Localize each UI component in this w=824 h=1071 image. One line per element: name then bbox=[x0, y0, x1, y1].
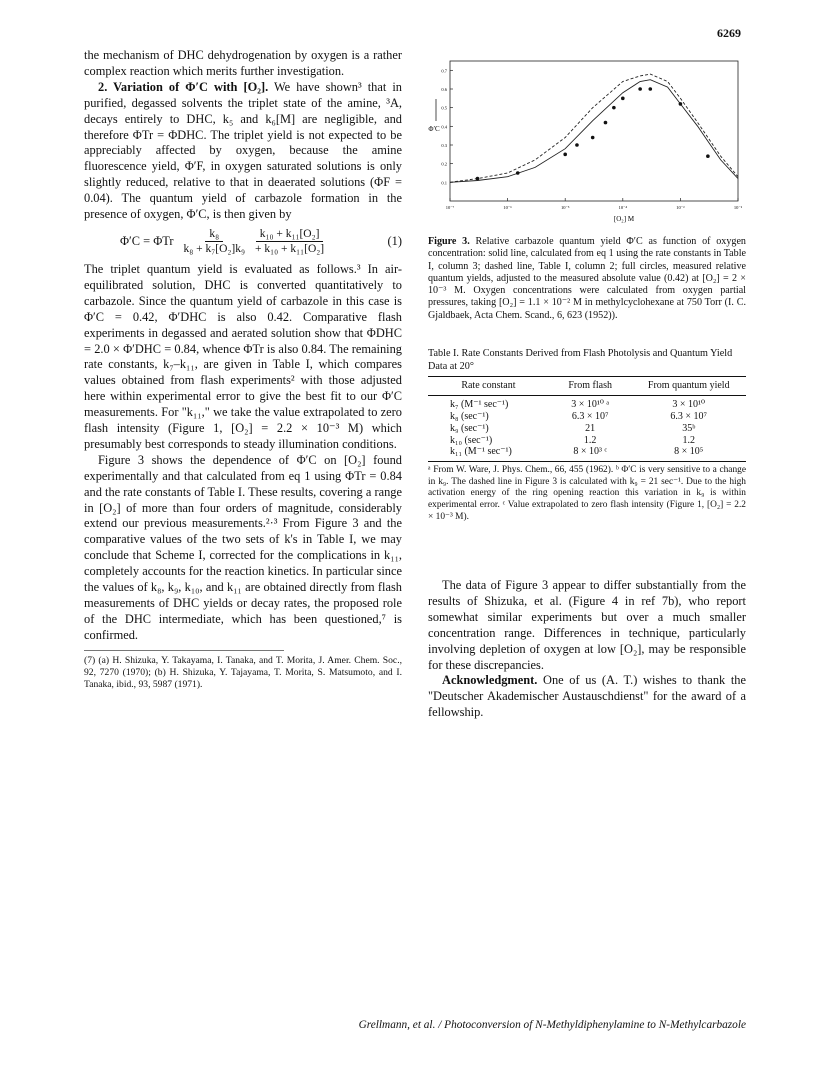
data-point bbox=[638, 87, 642, 91]
left-column bbox=[84, 48, 402, 691]
acknowledgment-text: One of us (A. T.) wishes to thank the "Deutscher Akademischer Austauschdienst" for the award of a fellowship. bbox=[428, 673, 746, 720]
table-cell: 8 × 10⁵ bbox=[632, 446, 747, 461]
table-cell: 3 × 10¹⁰ bbox=[672, 399, 706, 411]
table-cell: 8 × 10³ ᶜ bbox=[549, 446, 632, 461]
figure-caption bbox=[428, 236, 746, 322]
table-cell: k₈ (sec⁻¹) bbox=[450, 410, 489, 422]
table-cell: 6.3 × 10⁷ bbox=[670, 410, 708, 422]
table-cell: 6.3 × 10⁷ bbox=[571, 410, 609, 422]
table-cell: 35ᵇ bbox=[682, 422, 696, 434]
table-cell: 1.2 bbox=[583, 434, 597, 446]
data-point bbox=[648, 87, 652, 91]
equation-1 bbox=[84, 227, 402, 256]
table-title: Table I. Rate Constants Derived from Flash Photolysis and Quantum Yield Data at 20° bbox=[428, 348, 733, 372]
equation-fraction bbox=[184, 227, 246, 256]
table-row bbox=[428, 396, 746, 411]
chart-points bbox=[476, 87, 710, 180]
table-cell: k₉ (sec⁻¹) bbox=[450, 422, 489, 434]
page-number: 6269 bbox=[717, 26, 741, 40]
dashed-curve bbox=[450, 74, 738, 182]
y-tick-label: 0.1 bbox=[441, 180, 447, 186]
chart-ticks bbox=[428, 68, 742, 223]
table-row bbox=[428, 411, 746, 423]
paragraph: the mechanism of DHC dehydrogenation by oxygen is a rather complex reaction which merits further investigation. bbox=[84, 48, 402, 78]
data-point bbox=[612, 106, 616, 110]
data-point bbox=[563, 153, 567, 157]
x-axis-label: [O₂] M bbox=[613, 215, 635, 223]
x-tick-label: 10⁻⁷ bbox=[445, 205, 455, 210]
paragraph: The data of Figure 3 appear to differ substantially from the results of Shizuka, et al. (Figure 4 in ref 7b), who report somewhat similar experiments but over a much smaller concentration range. Differences in technique, particularly involving depletion of oxygen at low [O₂], may be responsible for these discrepancies. bbox=[428, 578, 746, 672]
table-cell: 21 bbox=[585, 422, 596, 434]
y-tick-label: 0.4 bbox=[441, 124, 447, 130]
equation-number: (1) bbox=[387, 233, 402, 248]
fraction-numerator: k₁₀ + k₁₁[O₂] bbox=[256, 227, 324, 242]
equation-fraction bbox=[255, 227, 324, 256]
paragraph-text: We have shown³ that in purified, degassed solvents the triplet state of the amine, ³A, decays entirely to DHC, k₅ and k₆[M] are negligible, and therefore ΦTr = ΦDHC. The triplet yield is not expected to be appreciably affected by oxygen, because the amine fluorescence yield, Φ′F, in oxygen saturated solutions is only slightly reduced, relative to that in deaerated solutions (ΦF = 0.04). The quantum yield of carbazole formation in the presence of oxygen, Φ′C, is then given by bbox=[84, 79, 402, 222]
acknowledgment-heading: Acknowledgment. bbox=[442, 673, 538, 688]
chart-axes bbox=[450, 61, 738, 201]
figure-3-chart bbox=[428, 55, 746, 235]
paragraph bbox=[428, 673, 746, 721]
x-tick-label: 10⁻⁶ bbox=[503, 205, 512, 210]
data-point bbox=[476, 177, 480, 181]
data-point bbox=[621, 97, 625, 101]
section-heading: 2. Variation of Φ′C with [O₂]. bbox=[98, 79, 269, 94]
data-point bbox=[591, 136, 595, 140]
table-1 bbox=[428, 348, 746, 523]
equation-lhs: Φ′C = ΦTr bbox=[120, 233, 174, 248]
caption-text: Relative carbazole quantum yield Φ′C as function of oxygen concentration: solid line, calculated from eq 1 using the rate constants in Table I, column 3; dashed line, Table I, column 2; full circles, measured relative quantum yields, adjusted to the measured absolute value (0.42) at [O₂] = 2 × 10⁻³ M. Oxygen concentrations were calculated from oxygen partial pressures, taking [O₂] = 1.1 × 10⁻² M in methylcyclohexane at 750 Torr (I. C. Gjaldbaek, Acta Chem. Scand., 6, 623 (1952)). bbox=[428, 236, 746, 321]
caption-label: Figure 3. bbox=[428, 236, 470, 247]
fraction-denominator: + k₁₀ + k₁₁[O₂] bbox=[255, 242, 325, 255]
y-tick-label: 0.5 bbox=[441, 105, 447, 111]
paragraph bbox=[84, 80, 402, 223]
fraction-numerator: k₈ bbox=[205, 227, 223, 242]
table-header: From flash bbox=[549, 377, 632, 396]
data-point bbox=[679, 102, 683, 106]
paragraph: The triplet quantum yield is evaluated as follows.³ In air-equilibrated solution, DHC is converted quantitatively to carbazole. Since the quantum yield of carbazole in this case is Φ′C = 0.42, Φ′DHC is also 0.42. Comparative flash experiments in degassed and aerated solution show that ΦDHC = 2.0 × Φ′DHC = 0.84, whence ΦTr is also 0.84. The remaining rate constants, k₇–k₁₁, are given in Table I, which compares values obtained from flash experiments² with those adjusted here within experimental error to give the best fit to our Φ′C measurements. For "k₁₁," we take the value extrapolated to zero flash intensity (Figure 1, [O₂] = 2.2 × 10⁻³ M) which presumably best corresponds to steady illumination conditions. bbox=[84, 261, 402, 451]
data-point bbox=[706, 154, 710, 158]
x-tick-label: 10⁻⁴ bbox=[618, 205, 628, 210]
data-point bbox=[575, 143, 579, 147]
y-tick-label: 0.7 bbox=[441, 68, 447, 74]
table-cell: k₁₁ (M⁻¹ sec⁻¹) bbox=[428, 446, 549, 461]
y-tick-label: 0.2 bbox=[441, 161, 447, 167]
y-tick-label: 0.6 bbox=[441, 87, 447, 92]
table-cell: k₁₀ (sec⁻¹) bbox=[450, 434, 493, 446]
x-tick-label: 10⁻⁵ bbox=[560, 205, 570, 210]
rate-constant-table bbox=[428, 376, 746, 462]
table-row bbox=[428, 435, 746, 447]
table-header: From quantum yield bbox=[632, 377, 747, 396]
y-axis-label: Φ′C bbox=[428, 125, 440, 133]
page-footer: Grellmann, et al. / Photoconversion of N-Methyldiphenylamine to N-Methylcarbazole bbox=[358, 1019, 746, 1031]
data-point bbox=[604, 121, 608, 125]
solid-curve bbox=[450, 80, 738, 183]
footnote: (7) (a) H. Shizuka, Y. Takayama, I. Tanaka, and T. Morita, J. Amer. Chem. Soc., 92, 7270 (1970); (b) H. Shizuka, Y. Tajayama, T. Morita, S. Matsumoto, and I. Tanaka, ibid., 93, 5987 (1971). bbox=[84, 654, 402, 690]
table-header: Rate constant bbox=[428, 377, 549, 396]
table-cell: k₇ (M⁻¹ sec⁻¹) bbox=[450, 399, 509, 411]
table-row bbox=[428, 423, 746, 435]
paragraph: Figure 3 shows the dependence of Φ′C on [O₂] found experimentally and that calculated from eq 1 using ΦTr = 0.84 and the rate constants of Table I. These results, covering a range in [O₂] of more than four orders of magnitude, considerably extend our previous measurements.²·³ From Figure 3 and the comparative values of the two sets of k's in Table I, we may conclude that Scheme I, corrected for the complications in k₁₁, completely accounts for the reaction kinetics. In particular since the values of k₈, k₉, k₁₀, and k₁₁ are obtained directly from flash measurements of DHC yields or decay rates, the proposed role of the DHC intermediate, which has been questioned,⁷ is confirmed. bbox=[84, 452, 402, 642]
chart-lines bbox=[450, 74, 738, 182]
x-tick-label: 10⁻² bbox=[733, 205, 743, 210]
table-cell: 1.2 bbox=[682, 434, 695, 446]
table-notes: ᵃ From W. Ware, J. Phys. Chem., 66, 455 (1962). ᵇ Φ′C is very sensitive to a change in k₉. The dashed line in Figure 3 is calculated with k₉ = 21 sec⁻¹. Due to the high activation energy of the ring opening reaction this variation in k₉ is within experimental error. ᶜ Value extrapolated to zero flash intensity (Figure 1, [O₂] = 2.2 × 10⁻³ M). bbox=[428, 465, 746, 522]
plot-frame bbox=[450, 61, 738, 201]
y-tick-label: 0.3 bbox=[441, 143, 447, 148]
table-cell: 3 × 10¹⁰ ᵃ bbox=[571, 399, 610, 411]
right-column bbox=[428, 578, 746, 721]
table-row bbox=[428, 446, 746, 461]
data-point bbox=[516, 171, 520, 175]
fraction-denominator: k₈ + k₇[O₂]k₉ bbox=[183, 242, 246, 255]
x-tick-label: 10⁻³ bbox=[676, 205, 685, 210]
